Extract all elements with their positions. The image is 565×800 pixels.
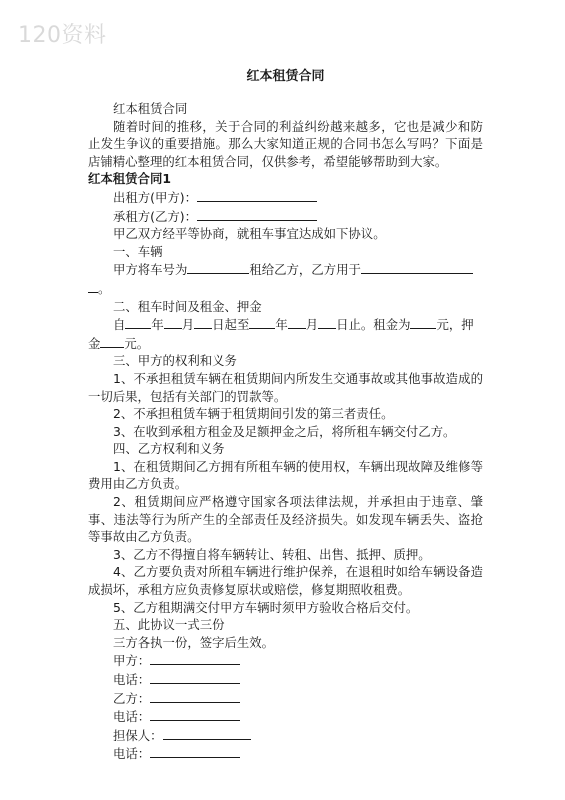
purpose-blank-cont (88, 279, 98, 293)
section4-item-3: 3、乙方不得擅自将车辆转让、转租、出售、抵押、质押。 (113, 546, 431, 562)
start-month-blank (164, 315, 182, 329)
signature-lessor-phone (88, 670, 483, 689)
deposit-blank (100, 334, 124, 348)
lessee-blank (197, 207, 317, 221)
contract-title: 红本租赁合同1 (88, 171, 171, 187)
section4-item-2: 2、租赁期间应严格遵守国家各项法律法规，并承担由于违章、肇事、违法等行为所产生的全部责任及经济损失。如发现车辆丢失、盗抢等事故由乙方负责。 (88, 494, 483, 545)
signature-blank (150, 744, 240, 758)
section2-day-to: 日止。租金为 (336, 317, 411, 333)
section4-item-5: 5、乙方租期满交付甲方车辆时须甲方验收合格后交付。 (113, 599, 419, 615)
signature-lessee (88, 689, 483, 708)
car-number-blank (187, 260, 249, 274)
section2-day-from: 日起至 (212, 317, 250, 333)
watermark: 120资料 (18, 23, 107, 48)
section2-year-1: 年 (151, 317, 164, 333)
signature-label: 电话： (113, 746, 151, 762)
section4-item-4: 4、乙方要负责对所租车辆进行维护保养，在退租时如给车辆设备造成损坏，承租方应负责修复原状或赔偿，修复期照收租费。 (88, 564, 483, 598)
section1-text-b: 租给乙方，乙方用于 (249, 262, 361, 278)
end-year-blank (249, 315, 275, 329)
section2-deposit-prefix: 金 (88, 335, 101, 351)
section5-heading: 五、此协议一式三份 (113, 617, 225, 633)
signature-blank (163, 726, 251, 740)
purpose-blank (361, 260, 473, 274)
rent-blank (410, 315, 436, 329)
section3-item-2: 2、不承担租赁车辆于租赁期间引发的第三者责任。 (113, 406, 394, 422)
section2-month-2: 月 (305, 317, 319, 333)
section2-from: 自 (113, 317, 126, 333)
start-year-blank (125, 315, 151, 329)
section2-yuan-deposit: 元，押 (436, 317, 474, 333)
intro-paragraph: 随着时间的推移，关于合同的利益纠纷越来越多，它也是减少和防止发生争议的重要措施。那么大家知道正规的合同书怎么写吗？下面是店铺精心整理的红本租赁合同，仅供参考，希望能够帮助到大家。 (88, 118, 483, 169)
signature-blank (150, 651, 240, 665)
lessor-line (88, 188, 483, 207)
section1-heading: 一、车辆 (113, 243, 163, 259)
lessor-blank (197, 188, 317, 202)
signature-label: 电话： (113, 672, 151, 687)
section2-line2 (88, 334, 483, 353)
signature-label: 乙方： (113, 690, 151, 706)
signature-label: 甲方： (113, 653, 151, 669)
document (88, 68, 483, 763)
section2-yuan-end: 元。 (124, 335, 150, 351)
section2-month-1: 月 (181, 317, 195, 333)
signature-label: 担保人： (113, 727, 163, 743)
section3-heading: 三、甲方的权利和义务 (113, 353, 237, 369)
signature-blank (150, 707, 240, 721)
intro-heading: 红本租赁合同 (113, 101, 188, 116)
section1-text-a: 甲方将车号为 (113, 262, 188, 278)
signature-guarantor-phone (88, 744, 483, 763)
section1-line2 (88, 279, 483, 298)
section1-line1 (88, 260, 483, 279)
section2-year-2: 年 (275, 317, 288, 333)
signature-guarantor (88, 726, 483, 745)
lessor-label: 出租方(甲方)： (113, 189, 198, 205)
signature-blank (150, 670, 240, 684)
section2-heading: 二、租车时间及租金、押金 (113, 298, 262, 314)
signature-label: 电话： (113, 709, 151, 725)
lessee-label: 承租方(乙方)： (113, 208, 198, 224)
section1-text-c: 。 (98, 280, 111, 296)
lessee-line (88, 207, 483, 226)
section2-line1 (88, 315, 483, 334)
end-day-blank (318, 315, 336, 329)
signature-lessee-phone (88, 707, 483, 726)
section3-item-3: 3、在收到承租方租金及足额押金之后，将所租车辆交付乙方。 (113, 423, 456, 439)
document-title: 红本租赁合同 (246, 69, 325, 84)
start-day-blank (194, 315, 212, 329)
signature-lessor (88, 651, 483, 670)
signature-blank (150, 689, 240, 703)
preamble: 甲乙双方经平等协商，就租车事宜达成如下协议。 (113, 226, 386, 242)
section4-item-1: 1、在租赁期间乙方拥有所租车辆的使用权，车辆出现故障及维修等费用由乙方负责。 (88, 458, 483, 492)
section4-heading: 四、乙方权利和义务 (113, 441, 225, 457)
section5-text: 三方各执一份，签字后生效。 (113, 634, 275, 650)
end-month-blank (288, 315, 306, 329)
section3-item-1: 1、不承担租赁车辆在租赁期间内所发生交通事故或其他事故造成的一切后果，包括有关部门的罚款等。 (88, 370, 483, 404)
